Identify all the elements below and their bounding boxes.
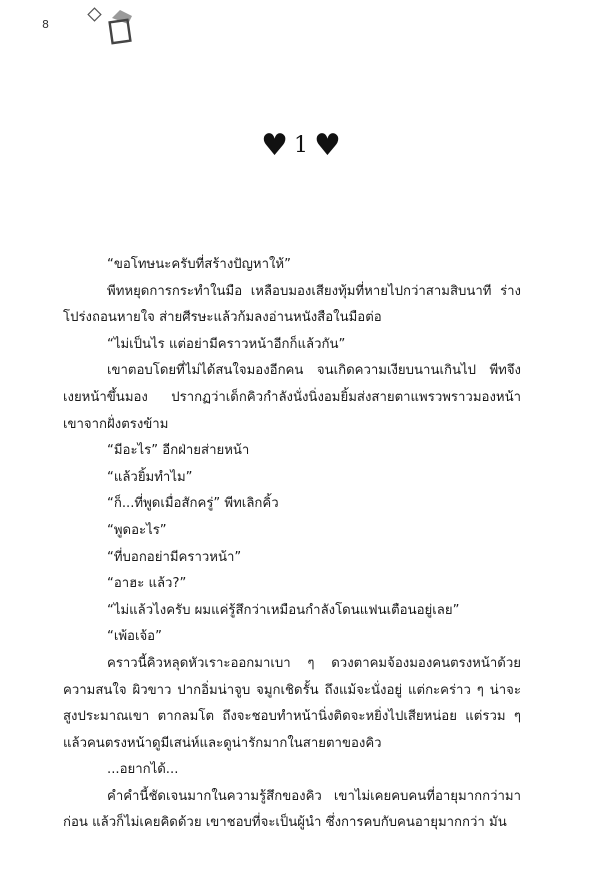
paragraph: พีทหยุดการกระทำในมือ เหลือบมองเสียงทุ้มที่หายไปกว่าสามสิบนาที ร่างโปร่งถอนหายใจ ส่ายศีรษะแล้วก้มลงอ่านหนังสือในมือต่อ <box>63 283 521 326</box>
paragraph: คราวนี้คิวหลุดหัวเราะออกมาเบา ๆ ดวงตาคมจ้องมองคนตรงหน้าด้วยความสนใจ ผิวขาว ปากอิ่มน่าจูบ จมูกเชิดรั้น ถึงแม้จะนั่งอยู่ แต่กะคร่าว ๆ น่าจะสูงประมาณเขา ตากลมโต ถึงจะชอบทำหน้านิ่งติดจะหยิ่งไปเสียหน่อย แต่รวม ๆ แล้วคนตรงหน้าดูมีเสน่ห์และดูน่ารักมากในสายตาของคิว <box>63 655 521 751</box>
paragraph: “แล้วยิ้มทำไม” <box>107 469 193 485</box>
paragraph: ...อยากได้... <box>107 762 179 778</box>
chapter-number: 1 <box>294 133 308 158</box>
paragraph: “ก็...ที่พูดเมื่อสักครู่” พีทเลิกคิ้ว <box>107 496 279 512</box>
chapter-body <box>63 252 521 837</box>
paragraph: “ไม่เป็นไร แต่อย่ามีคราวหน้าอีกก็แล้วกัน” <box>107 336 346 352</box>
paragraph: “เพ้อเจ้อ” <box>107 629 162 645</box>
paragraph: “พูดอะไร” <box>107 522 167 538</box>
paragraph: คำคำนี้ชัดเจนมากในความรู้สึกของคิว เขาไม่เคยคบคนที่อายุมากกว่ามาก่อน แล้วก็ไม่เคยคิดด้วย เขาชอบที่จะเป็นผู้นำ ซึ่งการคบกับคนอายุมากกว่า มัน <box>63 788 521 831</box>
paragraph: เขาตอบโดยที่ไม่ได้สนใจมองอีกคน จนเกิดความเงียบนานเกินไป พีทจึงเงยหน้าขึ้นมอง ปรากฏว่าเด็กคิวกำลังนั่งนิ่งอมยิ้มส่งสายตาแพรวพราวมองหน้าเขาจากฝั่งตรงข้าม <box>63 363 521 432</box>
chapter-heading <box>0 128 602 163</box>
paragraph: “ไม่แล้วไงครับ ผมแค่รู้สึกว่าเหมือนกำลังโดนแฟนเตือนอยู่เลย” <box>107 602 460 618</box>
heart-icon: ♥ <box>261 128 288 163</box>
paragraph: “ที่บอกอย่ามีคราวหน้า” <box>107 549 242 565</box>
decorative-squares-icon <box>82 4 142 48</box>
page-number: 8 <box>42 18 49 31</box>
paragraph: “ขอโทษนะครับที่สร้างปัญหาให้” <box>107 257 291 272</box>
heart-icon: ♥ <box>314 128 341 163</box>
paragraph: “อาฮะ แล้ว?” <box>107 576 187 592</box>
paragraph: “มีอะไร” อีกฝ่ายส่ายหน้า <box>107 443 250 459</box>
